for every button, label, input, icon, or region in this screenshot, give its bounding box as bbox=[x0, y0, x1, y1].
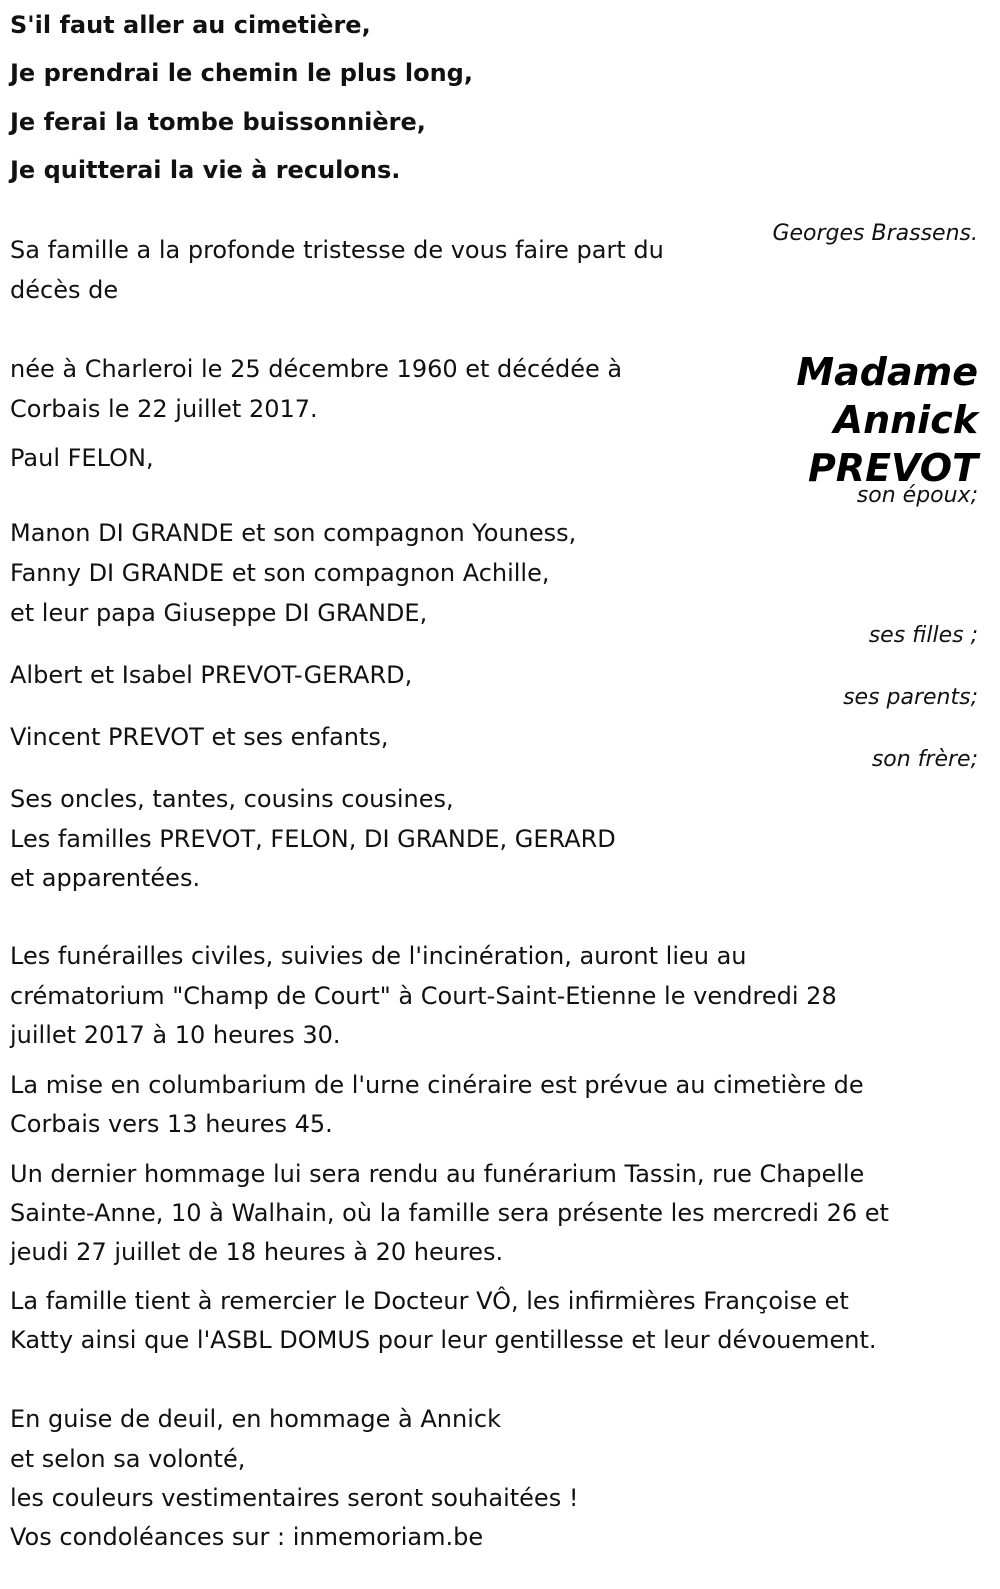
funeral-p4-line-1: La famille tient à remercier le Docteur VÔ, les infirmières Françoise et bbox=[10, 1287, 849, 1315]
daughters-line-1: Manon DI GRANDE et son compagnon Youness, bbox=[10, 519, 577, 547]
brother-role: son frère; bbox=[871, 747, 978, 772]
poem-line-1: S'il faut aller au cimetière, bbox=[10, 11, 371, 39]
parents-role: ses parents; bbox=[843, 685, 978, 710]
spouse-role: son époux; bbox=[856, 483, 978, 508]
poem-line-3: Je ferai la tombe buissonnière, bbox=[10, 108, 426, 136]
funeral-p4-line-2: Katty ainsi que l'ASBL DOMUS pour leur gentillesse et leur dévouement. bbox=[10, 1326, 877, 1354]
funeral-p1-line-2: crématorium "Champ de Court" à Court-Saint-Etienne le vendredi 28 bbox=[10, 982, 837, 1010]
daughters-role: ses filles ; bbox=[868, 623, 978, 648]
intro-line-2: décès de bbox=[10, 276, 119, 304]
funeral-p3-line-1: Un dernier hommage lui sera rendu au funérarium Tassin, rue Chapelle bbox=[10, 1160, 865, 1188]
deceased-first-name: Annick bbox=[833, 398, 978, 442]
others-line-2: Les familles PREVOT, FELON, DI GRANDE, GERARD bbox=[10, 825, 616, 853]
closing-line-2: et selon sa volonté, bbox=[10, 1445, 246, 1473]
intro-line-1: Sa famille a la profonde tristesse de vous faire part du bbox=[10, 236, 664, 264]
brother-name: Vincent PREVOT et ses enfants, bbox=[10, 723, 389, 751]
birth-line-1: née à Charleroi le 25 décembre 1960 et décédée à bbox=[10, 355, 623, 383]
funeral-p3-line-2: Sainte-Anne, 10 à Walhain, où la famille sera présente les mercredi 26 et bbox=[10, 1199, 889, 1227]
birth-line-2: Corbais le 22 juillet 2017. bbox=[10, 395, 318, 423]
funeral-p1-line-3: juillet 2017 à 10 heures 30. bbox=[10, 1021, 341, 1049]
poem-line-4: Je quitterai la vie à reculons. bbox=[10, 156, 401, 184]
deceased-name bbox=[796, 348, 978, 492]
closing-line-3: les couleurs vestimentaires seront souhaitées ! bbox=[10, 1484, 579, 1512]
poem-line-2: Je prendrai le chemin le plus long, bbox=[10, 59, 473, 87]
daughters-line-2: Fanny DI GRANDE et son compagnon Achille, bbox=[10, 559, 550, 587]
daughters-line-3: et leur papa Giuseppe DI GRANDE, bbox=[10, 599, 428, 627]
spouse-name: Paul FELON, bbox=[10, 444, 154, 472]
parents-name: Albert et Isabel PREVOT-GERARD, bbox=[10, 661, 413, 689]
funeral-p2-line-1: La mise en columbarium de l'urne cinéraire est prévue au cimetière de bbox=[10, 1071, 864, 1099]
funeral-p2-line-2: Corbais vers 13 heures 45. bbox=[10, 1110, 333, 1138]
poem-author: Georges Brassens. bbox=[772, 221, 978, 246]
deceased-title: Madame bbox=[796, 350, 978, 394]
funeral-p3-line-3: jeudi 27 juillet de 18 heures à 20 heures. bbox=[10, 1238, 504, 1266]
closing-line-1: En guise de deuil, en hommage à Annick bbox=[10, 1405, 501, 1433]
deceased-last-name: PREVOT bbox=[807, 446, 978, 490]
others-line-1: Ses oncles, tantes, cousins cousines, bbox=[10, 785, 454, 813]
closing-line-4: Vos condoléances sur : inmemoriam.be bbox=[10, 1523, 484, 1551]
others-line-3: et apparentées. bbox=[10, 864, 201, 892]
funeral-p1-line-1: Les funérailles civiles, suivies de l'incinération, auront lieu au bbox=[10, 942, 747, 970]
